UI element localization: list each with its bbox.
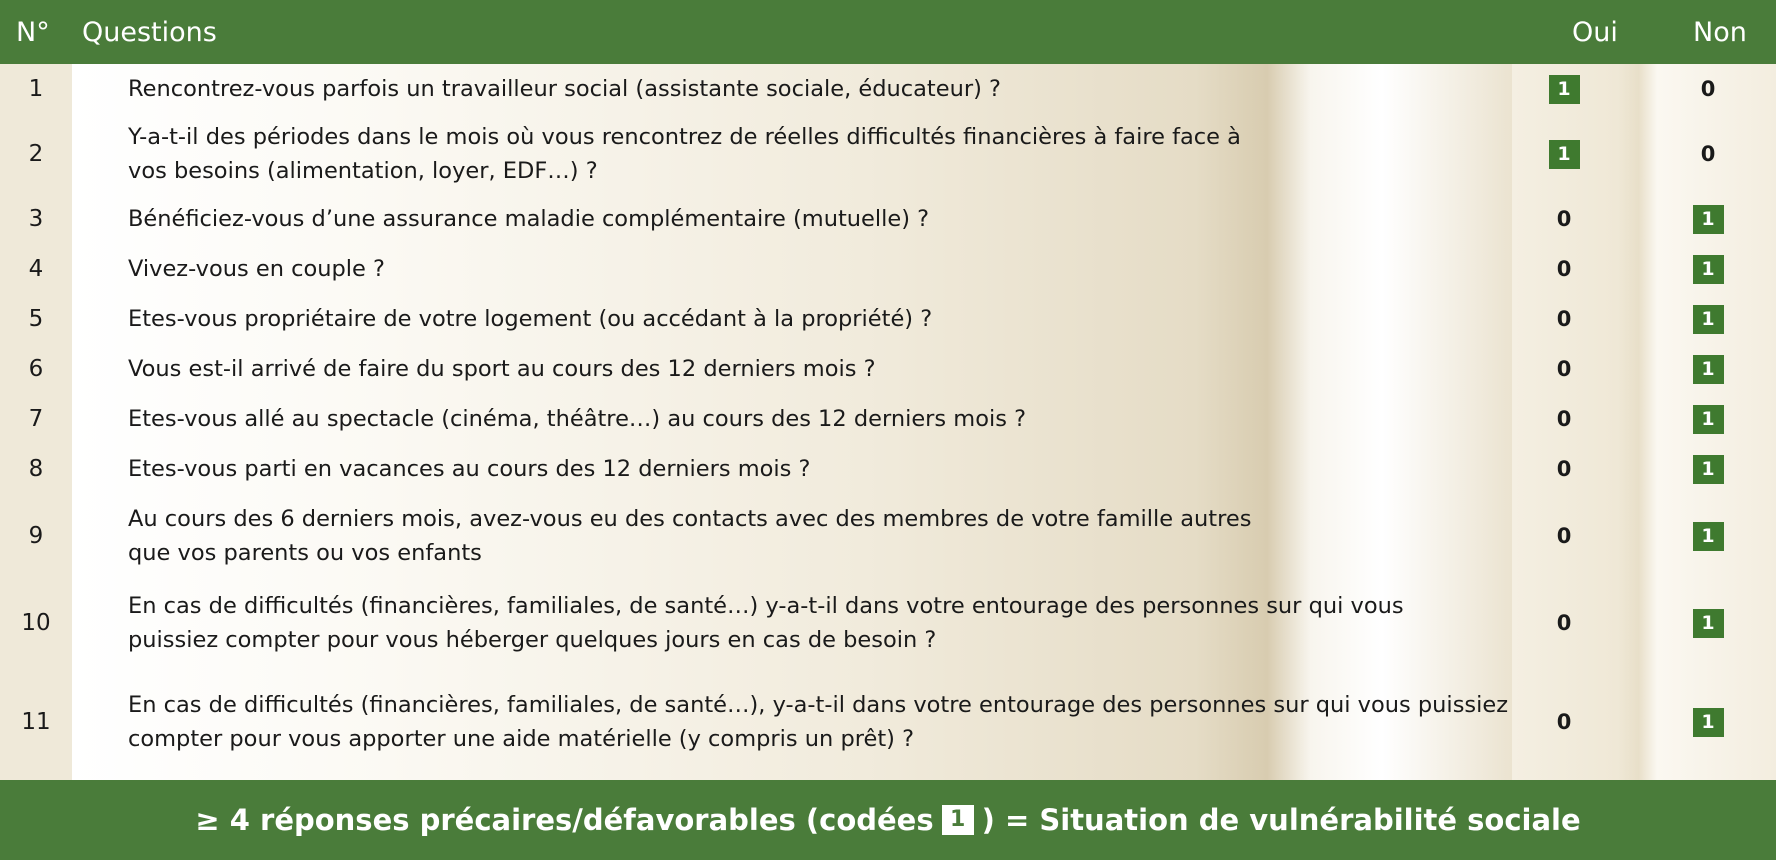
row-question: Etes-vous allé au spectacle (cinéma, théâtre…) au cours des 12 derniers mois ? [128,406,1027,432]
non-cell [1678,609,1738,638]
row-question: Y-a-t-il des périodes dans le mois où vous rencontrez de réelles difficultés financières à faire face à vos besoins (alimentation, loyer, EDF…) ? [128,124,1241,184]
non-cell [1678,405,1738,434]
footer-text-before: ≥ 4 réponses précaires/défavorables (codées [195,803,934,837]
row-question: Vous est-il arrivé de faire du sport au cours des 12 derniers mois ? [128,356,876,382]
row-question: Etes-vous propriétaire de votre logement (ou accédant à la propriété) ? [128,306,933,332]
row-number: 6 [28,356,44,382]
non-cell [1678,355,1738,384]
code-1-box: 1 [1693,205,1724,234]
table-row [0,394,1776,444]
table-row [0,194,1776,244]
row-number: 4 [28,256,44,282]
table-row [0,244,1776,294]
oui-cell: 0 [1556,457,1572,481]
table-row [0,444,1776,494]
table-row [0,578,1776,668]
header-oui: Oui [1572,17,1618,48]
row-question: Etes-vous parti en vacances au cours des 12 derniers mois ? [128,456,811,482]
code-1-box: 1 [1693,522,1724,551]
oui-cell: 0 [1556,307,1572,331]
row-question: En cas de difficultés (financières, familiales, de santé…) y-a-t-il dans votre entourage des personnes sur qui vous puissiez compter pour vous héberger quelques jours en cas de besoin ? [128,593,1404,653]
oui-cell: 0 [1556,257,1572,281]
non-cell [1678,455,1738,484]
table-row [0,344,1776,394]
code-1-box: 1 [1693,355,1724,384]
non-cell: 0 [1700,142,1716,166]
code-1-box: 1 [1549,140,1580,169]
oui-cell: 0 [1556,611,1572,635]
non-cell [1678,255,1738,284]
oui-cell: 0 [1556,524,1572,548]
table-row [0,494,1776,578]
non-cell [1678,522,1738,551]
code-1-box: 1 [1693,255,1724,284]
header-questions: Questions [82,17,217,48]
footer-code-box: 1 [942,805,974,835]
row-number: 10 [21,610,51,636]
table-row [0,294,1776,344]
row-question: Vivez-vous en couple ? [128,256,385,282]
row-number: 5 [28,306,44,332]
oui-cell: 0 [1556,357,1572,381]
row-number: 9 [28,523,44,549]
header-number: N° [16,17,50,48]
row-number: 8 [28,456,44,482]
row-question: Au cours des 6 derniers mois, avez-vous eu des contacts avec des membres de votre famille autres que vos parents ou vos enfants [128,506,1252,566]
code-1-box: 1 [1693,609,1724,638]
row-question: Bénéficiez-vous d’une assurance maladie complémentaire (mutuelle) ? [128,206,930,232]
row-number: 2 [28,141,44,167]
code-1-box: 1 [1549,75,1580,104]
non-cell [1678,205,1738,234]
table-header [0,0,1776,64]
table-row [0,114,1776,194]
footer-text-after: ) = Situation de vulnérabilité sociale [981,803,1581,837]
row-number: 3 [28,206,44,232]
row-question: En cas de difficultés (financières, familiales, de santé…), y-a-t-il dans votre entourage des personnes sur qui vous puissiez compter pour vous apporter une aide matérielle (y compris un prêt) ? [128,692,1509,752]
oui-cell [1534,75,1594,104]
oui-cell: 0 [1556,710,1572,734]
code-1-box: 1 [1693,708,1724,737]
code-1-box: 1 [1693,455,1724,484]
row-number: 7 [28,406,44,432]
non-cell: 0 [1700,77,1716,101]
non-cell [1678,708,1738,737]
oui-cell: 0 [1556,407,1572,431]
non-cell [1678,305,1738,334]
header-non: Non [1693,17,1747,48]
table-row [0,64,1776,114]
oui-cell: 0 [1556,207,1572,231]
row-number: 1 [28,76,44,102]
code-1-box: 1 [1693,405,1724,434]
oui-cell [1534,140,1594,169]
code-1-box: 1 [1693,305,1724,334]
scoring-rule-footer [0,780,1776,860]
table-body [0,64,1776,780]
row-number: 11 [21,709,51,735]
table-row [0,668,1776,776]
row-question: Rencontrez-vous parfois un travailleur social (assistante sociale, éducateur) ? [128,76,1001,102]
